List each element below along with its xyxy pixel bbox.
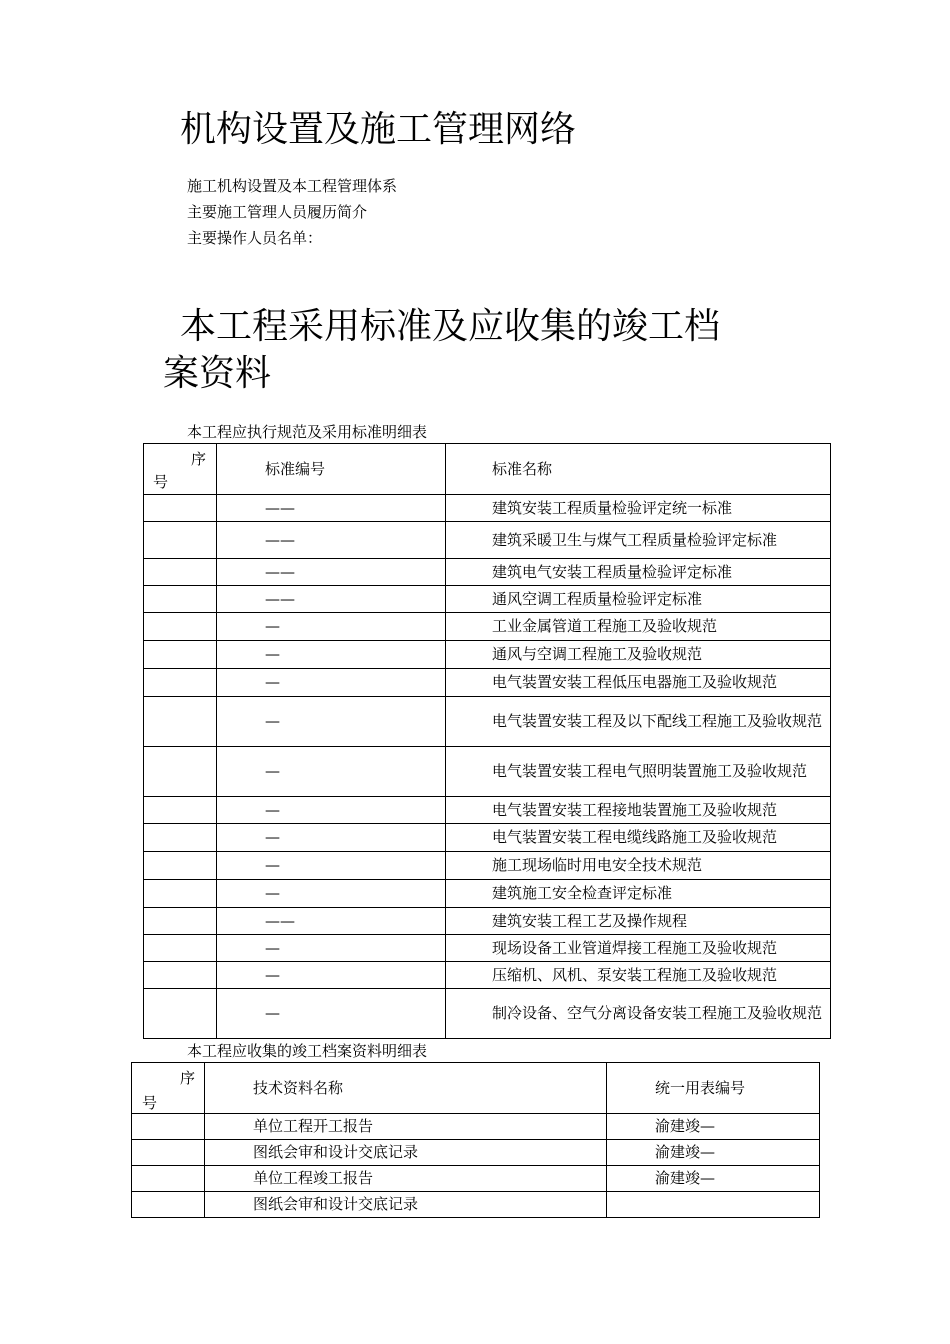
table-row bbox=[132, 1192, 820, 1218]
section1-title: 机构设置及施工管理网络 bbox=[180, 109, 577, 150]
table-row bbox=[144, 962, 831, 989]
table-row bbox=[144, 908, 831, 935]
name-header-cell: 标准名称 bbox=[446, 444, 831, 495]
standard-code-cell: — bbox=[217, 935, 446, 962]
seq-cell bbox=[144, 559, 217, 586]
table-row bbox=[132, 1166, 820, 1192]
standard-name-cell: 建筑电气安装工程质量检验评定标准 bbox=[446, 559, 831, 586]
seq-header-bottom: 号 bbox=[142, 1094, 158, 1112]
standard-name-cell: 通风与空调工程施工及验收规范 bbox=[446, 641, 831, 669]
table-row bbox=[144, 586, 831, 613]
seq-cell bbox=[144, 935, 217, 962]
standard-name-cell: 压缩机、风机、泵安装工程施工及验收规范 bbox=[446, 962, 831, 989]
form-code-cell bbox=[607, 1192, 820, 1218]
standard-code-cell: —— bbox=[217, 559, 446, 586]
seq-cell bbox=[144, 613, 217, 641]
standard-code-cell: — bbox=[217, 613, 446, 641]
seq-cell bbox=[132, 1140, 205, 1166]
standard-name-cell: 建筑安装工程质量检验评定统一标准 bbox=[446, 495, 831, 522]
section1-line-1: 施工机构设置及本工程管理体系 bbox=[187, 177, 398, 195]
seq-header-top: 序 bbox=[191, 450, 207, 468]
seq-cell bbox=[144, 641, 217, 669]
material-name-cell: 单位工程竣工报告 bbox=[205, 1166, 607, 1192]
standard-name-cell: 建筑采暖卫生与煤气工程质量检验评定标准 bbox=[446, 522, 831, 559]
table2-caption: 本工程应收集的竣工档案资料明细表 bbox=[187, 1042, 428, 1060]
seq-header-bottom: 号 bbox=[153, 473, 169, 491]
standard-name-cell: 建筑施工安全检查评定标准 bbox=[446, 880, 831, 908]
seq-cell bbox=[144, 852, 217, 880]
material-name-cell: 图纸会审和设计交底记录 bbox=[205, 1140, 607, 1166]
standard-code-cell: — bbox=[217, 641, 446, 669]
table-row bbox=[144, 669, 831, 697]
standard-code-cell: — bbox=[217, 989, 446, 1039]
standard-name-cell: 现场设备工业管道焊接工程施工及验收规范 bbox=[446, 935, 831, 962]
section2-title-line2: 案资料 bbox=[163, 353, 272, 394]
material-name-header-cell: 技术资料名称 bbox=[205, 1063, 607, 1114]
seq-cell bbox=[144, 586, 217, 613]
table-row bbox=[144, 852, 831, 880]
form-code-cell: 渝建竣— bbox=[607, 1166, 820, 1192]
standard-name-cell: 电气装置安装工程低压电器施工及验收规范 bbox=[446, 669, 831, 697]
seq-cell bbox=[144, 522, 217, 559]
seq-cell bbox=[144, 880, 217, 908]
archive-table bbox=[131, 1062, 820, 1218]
seq-cell bbox=[144, 908, 217, 935]
standard-code-cell: —— bbox=[217, 495, 446, 522]
form-code-header-cell: 统一用表编号 bbox=[607, 1063, 820, 1114]
standard-code-cell: — bbox=[217, 697, 446, 747]
table-row bbox=[144, 935, 831, 962]
code-header-cell: 标准编号 bbox=[217, 444, 446, 495]
table-row bbox=[144, 641, 831, 669]
standard-code-cell: — bbox=[217, 669, 446, 697]
seq-cell bbox=[144, 697, 217, 747]
table-row bbox=[144, 880, 831, 908]
form-code-cell: 渝建竣— bbox=[607, 1140, 820, 1166]
material-name-cell: 单位工程开工报告 bbox=[205, 1114, 607, 1140]
standard-code-cell: — bbox=[217, 962, 446, 989]
standard-name-cell: 建筑安装工程工艺及操作规程 bbox=[446, 908, 831, 935]
table1-caption: 本工程应执行规范及采用标准明细表 bbox=[187, 423, 428, 441]
section1-line-2: 主要施工管理人员履历简介 bbox=[187, 203, 368, 221]
table-row bbox=[144, 495, 831, 522]
standard-code-cell: — bbox=[217, 880, 446, 908]
standards-table bbox=[143, 443, 831, 1039]
standard-code-cell: —— bbox=[217, 908, 446, 935]
seq-header-top: 序 bbox=[180, 1069, 196, 1087]
standard-name-cell: 施工现场临时用电安全技术规范 bbox=[446, 852, 831, 880]
table-row bbox=[144, 522, 831, 559]
table-row bbox=[144, 613, 831, 641]
table-row bbox=[144, 797, 831, 824]
seq-cell bbox=[132, 1166, 205, 1192]
standard-code-cell: — bbox=[217, 852, 446, 880]
section1-line-3: 主要操作人员名单： bbox=[187, 229, 323, 247]
seq-header-cell bbox=[132, 1063, 205, 1114]
standard-name-cell: 通风空调工程质量检验评定标准 bbox=[446, 586, 831, 613]
section2-title-line1: 本工程采用标准及应收集的竣工档 bbox=[180, 306, 721, 347]
seq-cell bbox=[144, 962, 217, 989]
standard-code-cell: —— bbox=[217, 522, 446, 559]
seq-cell bbox=[144, 495, 217, 522]
material-name-cell: 图纸会审和设计交底记录 bbox=[205, 1192, 607, 1218]
seq-cell bbox=[144, 747, 217, 797]
table-header-row bbox=[132, 1063, 820, 1114]
seq-cell bbox=[144, 824, 217, 852]
table-row bbox=[144, 559, 831, 586]
standard-name-cell: 电气装置安装工程电气照明装置施工及验收规范 bbox=[446, 747, 831, 797]
table-row bbox=[144, 824, 831, 852]
standard-code-cell: — bbox=[217, 824, 446, 852]
standard-code-cell: —— bbox=[217, 586, 446, 613]
table-row bbox=[144, 697, 831, 747]
table-row bbox=[132, 1140, 820, 1166]
seq-cell bbox=[132, 1192, 205, 1218]
seq-cell bbox=[144, 989, 217, 1039]
table-header-row bbox=[144, 444, 831, 495]
seq-cell bbox=[144, 669, 217, 697]
standard-name-cell: 电气装置安装工程接地装置施工及验收规范 bbox=[446, 797, 831, 824]
standard-code-cell: — bbox=[217, 747, 446, 797]
form-code-cell: 渝建竣— bbox=[607, 1114, 820, 1140]
seq-header-cell bbox=[144, 444, 217, 495]
standard-name-cell: 制冷设备、空气分离设备安装工程施工及验收规范 bbox=[446, 989, 831, 1039]
table-row bbox=[144, 747, 831, 797]
standard-name-cell: 工业金属管道工程施工及验收规范 bbox=[446, 613, 831, 641]
standard-name-cell: 电气装置安装工程及以下配线工程施工及验收规范 bbox=[446, 697, 831, 747]
table-row bbox=[144, 989, 831, 1039]
standard-name-cell: 电气装置安装工程电缆线路施工及验收规范 bbox=[446, 824, 831, 852]
table-row bbox=[132, 1114, 820, 1140]
seq-cell bbox=[132, 1114, 205, 1140]
seq-cell bbox=[144, 797, 217, 824]
standard-code-cell: — bbox=[217, 797, 446, 824]
